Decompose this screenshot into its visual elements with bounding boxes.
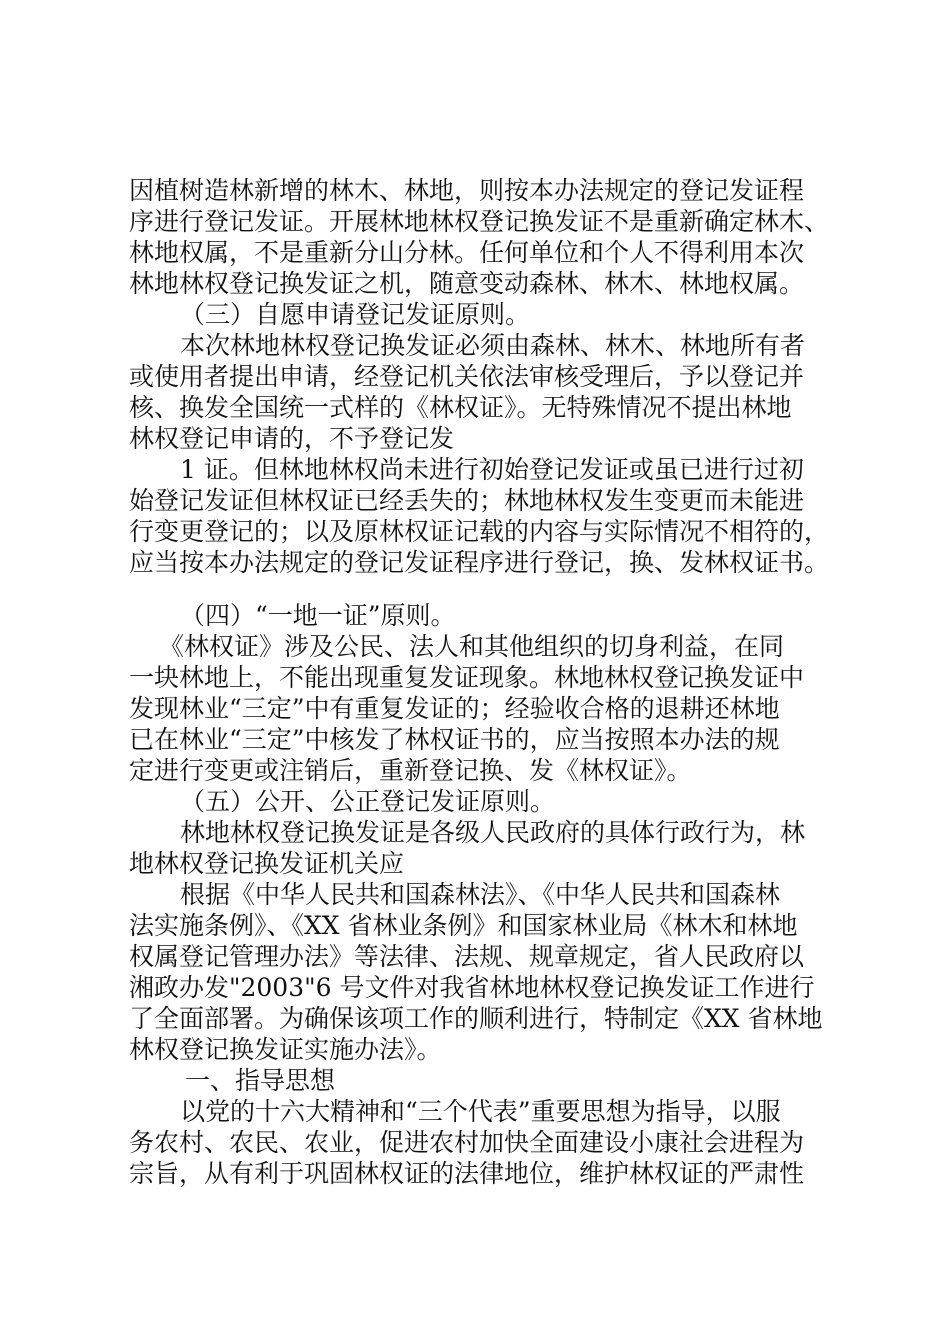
text-line: 本次林地林权登记换发证必须由森林、林木、林地所有者 [180,331,806,360]
text-line: 林地权属，不是重新分山分林。任何单位和个人不得利用本次 [129,238,805,267]
text-line: 以党的十六大精神和“三个代表”重要思想为指导，以服 [180,1097,781,1126]
text-line: 序进行登记发证。开展林地林权登记换发证不是重新确定林木、 [129,207,830,236]
text-line: 根据《中华人民共和国森林法》、《中华人民共和国森林 [180,880,781,909]
text-line: 发现林业“三定”中有重复发证的；经验收合格的退耕还林地 [129,694,780,723]
text-line: 《林权证》涉及公民、法人和其他组织的切身利益，在同 [159,632,785,661]
text-line: 一块林地上，不能出现重复发证现象。林地林权登记换发证中 [129,663,805,692]
section-heading-3: （三）自愿申请登记发证原则。 [180,300,531,329]
text-line: 行变更登记的；以及原林权证记载的内容与实际情况不相符的， [129,517,830,546]
text-line: 务农村、农民、农业，促进农村加快全面建设小康社会进程为 [129,1128,805,1157]
text-line: 核、换发全国统一式样的《林权证》。无特殊情况不提出林地 [129,393,792,422]
section-heading-5: （五）公开、公正登记发证原则。 [180,787,556,816]
text-line: 林权登记申请的，不予登记发 [129,424,455,453]
text-line: 定进行变更或注销后，重新登记换、发《林权证》。 [129,756,692,785]
section-heading-guiding: 一、指导思想 [185,1066,336,1095]
text-line: 始登记发证但林权证已经丢失的；林地林权发生变更而未能进 [129,486,805,515]
section-heading-4: （四）“一地一证”原则。 [180,601,456,630]
text-line: 或使用者提出申请，经登记机关依法审核受理后，予以登记并 [129,362,805,391]
text-line: 地林权登记换发证机关应 [129,849,405,878]
text-line: 林权登记换发证实施办法》。 [129,1035,442,1064]
text-line: 了全面部署。为确保该项工作的顺利进行，特制定《XX 省林地 [129,1004,823,1033]
text-line: 权属登记管理办法》等法律、法规、规章规定，省人民政府以 [129,942,805,971]
text-line: 林地林权登记换发证是各级人民政府的具体行政行为，林 [180,818,806,847]
text-line: 法实施条例》、《XX 省林业条例》和国家林业局《林木和林地 [129,911,798,940]
text-line: 因植树造林新增的林木、林地，则按本办法规定的登记发证程 [129,176,805,205]
text-line: 应当按本办法规定的登记发证程序进行登记，换、发林权证书。 [129,548,830,577]
text-line: 1 证。但林地林权尚未进行初始登记发证或虽已进行过初 [180,455,804,484]
text-line: 宗旨，从有利于巩固林权证的法律地位，维护林权证的严肃性 [129,1159,805,1188]
text-line: 湘政办发"2003"6 号文件对我省林地林权登记换发证工作进行 [129,973,815,1002]
text-line: 林地林权登记换发证之机，随意变动森林、林木、林地权属。 [129,269,805,298]
text-line: 已在林业“三定”中核发了林权证书的，应当按照本办法的规 [129,725,780,754]
